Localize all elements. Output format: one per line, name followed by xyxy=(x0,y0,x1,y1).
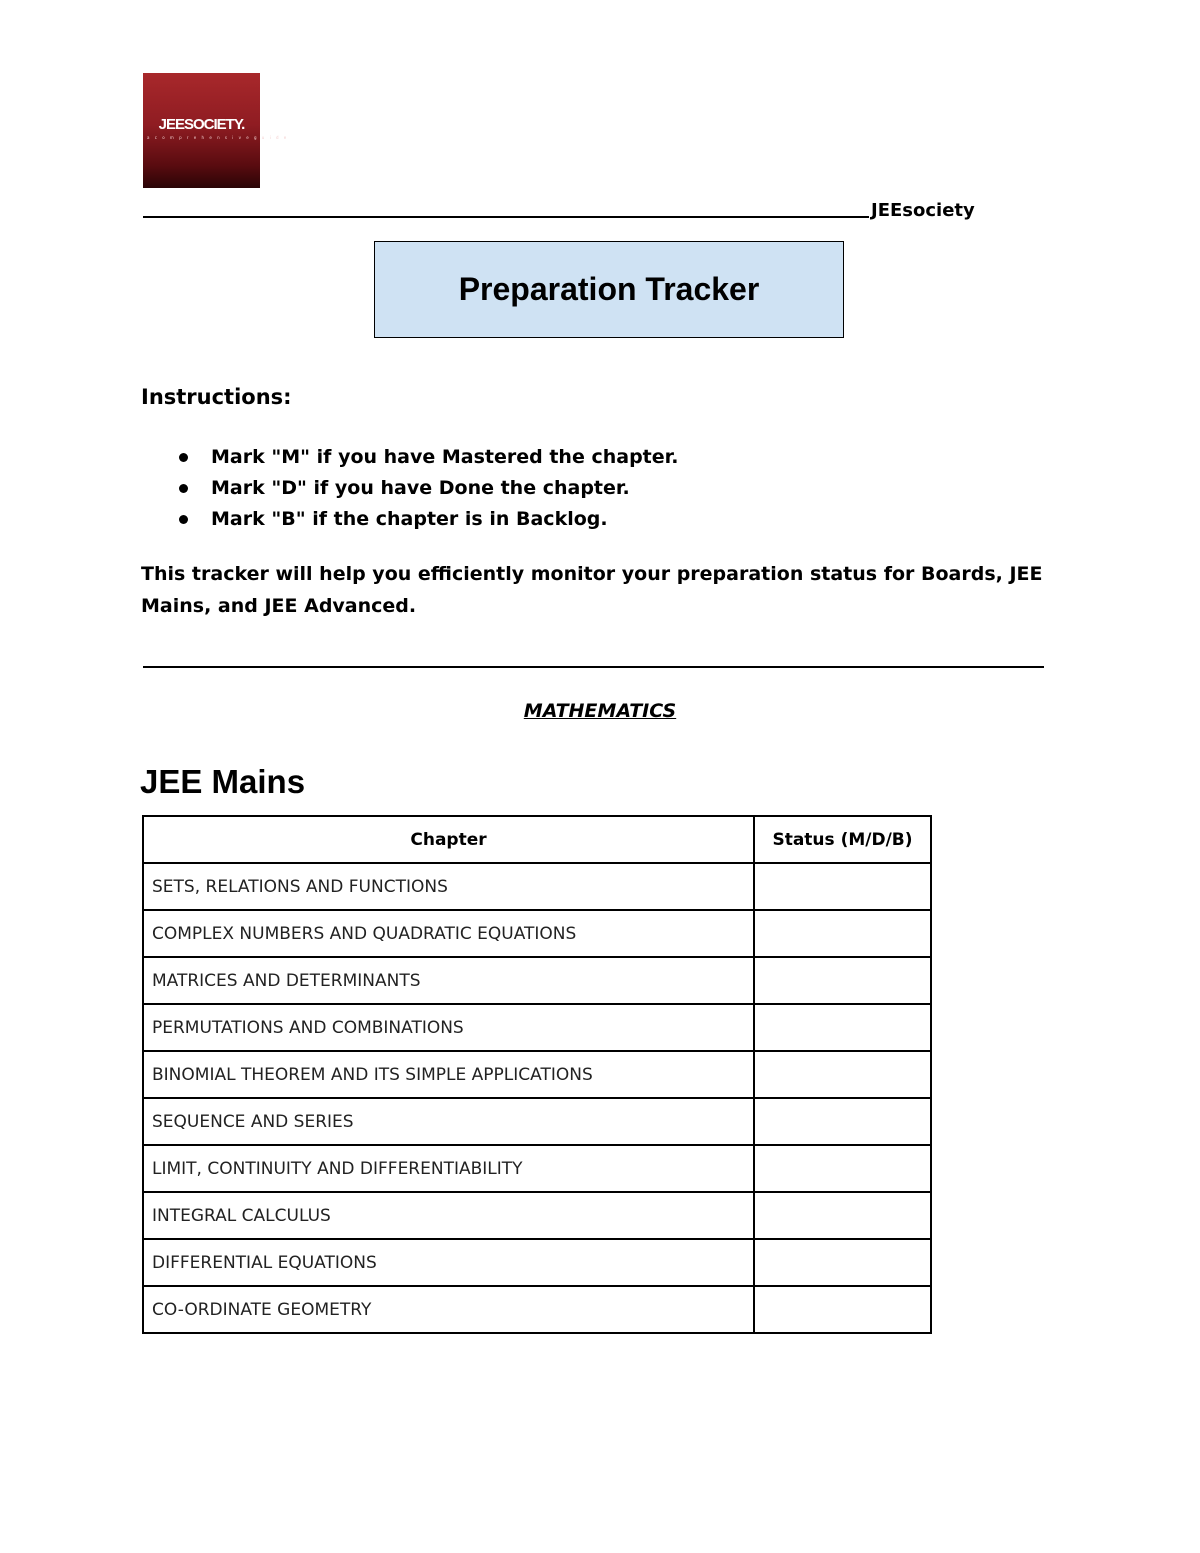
instructions-list xyxy=(176,443,679,536)
table-row xyxy=(143,910,931,957)
exam-heading: JEE Mains xyxy=(140,763,306,800)
brand-label: JEEsociety xyxy=(871,200,975,221)
bullet-icon xyxy=(179,453,188,462)
logo-tagline: a c o m p r e h e n s i v e g u i d e xyxy=(147,135,289,140)
table-row xyxy=(143,1192,931,1239)
bullet-icon xyxy=(179,515,188,524)
jeesociety-logo xyxy=(143,73,289,188)
list-item xyxy=(176,474,679,505)
chapter-cell: INTEGRAL CALCULUS xyxy=(143,1192,754,1239)
chapter-tracker-table xyxy=(142,815,932,1334)
status-cell[interactable] xyxy=(754,1051,931,1098)
logo-wordmark: JEESOCIETY. xyxy=(158,116,245,133)
table-row xyxy=(143,1286,931,1333)
status-cell[interactable] xyxy=(754,1286,931,1333)
instruction-text: Mark "M" if you have Mastered the chapter. xyxy=(211,446,679,468)
chapter-cell: SETS, RELATIONS AND FUNCTIONS xyxy=(143,863,754,910)
instruction-text: Mark "B" if the chapter is in Backlog. xyxy=(211,508,608,530)
chapter-cell: COMPLEX NUMBERS AND QUADRATIC EQUATIONS xyxy=(143,910,754,957)
header-rule xyxy=(143,216,869,218)
chapter-cell: CO-ORDINATE GEOMETRY xyxy=(143,1286,754,1333)
chapter-cell: BINOMIAL THEOREM AND ITS SIMPLE APPLICATIONS xyxy=(143,1051,754,1098)
table-row xyxy=(143,1051,931,1098)
table-row xyxy=(143,863,931,910)
status-cell[interactable] xyxy=(754,957,931,1004)
table-row xyxy=(143,1145,931,1192)
instructions-heading: Instructions: xyxy=(141,385,292,409)
chapter-cell: LIMIT, CONTINUITY AND DIFFERENTIABILITY xyxy=(143,1145,754,1192)
chapter-cell: DIFFERENTIAL EQUATIONS xyxy=(143,1239,754,1286)
status-cell[interactable] xyxy=(754,910,931,957)
table-header-row xyxy=(143,816,931,863)
subject-heading: MATHEMATICS xyxy=(523,700,677,722)
status-cell[interactable] xyxy=(754,1004,931,1051)
chapter-cell: PERMUTATIONS AND COMBINATIONS xyxy=(143,1004,754,1051)
section-divider xyxy=(143,666,1044,668)
status-cell[interactable] xyxy=(754,1145,931,1192)
title-box xyxy=(374,241,844,338)
description-paragraph: This tracker will help you efficiently monitor your preparation status for Boards, JEE Mains, and JEE Advanced. xyxy=(141,563,1043,617)
status-cell[interactable] xyxy=(754,1239,931,1286)
list-item xyxy=(176,505,679,536)
chapter-cell: SEQUENCE AND SERIES xyxy=(143,1098,754,1145)
table-row xyxy=(143,1239,931,1286)
bullet-icon xyxy=(179,484,188,493)
list-item xyxy=(176,443,679,474)
table-row xyxy=(143,1004,931,1051)
chapter-cell: MATRICES AND DETERMINANTS xyxy=(143,957,754,1004)
column-header-chapter: Chapter xyxy=(143,816,754,863)
table-row xyxy=(143,1098,931,1145)
instruction-text: Mark "D" if you have Done the chapter. xyxy=(211,477,630,499)
column-header-status: Status (M/D/B) xyxy=(754,816,931,863)
status-cell[interactable] xyxy=(754,1192,931,1239)
page-title: Preparation Tracker xyxy=(458,271,760,307)
status-cell[interactable] xyxy=(754,863,931,910)
table-row xyxy=(143,957,931,1004)
status-cell[interactable] xyxy=(754,1098,931,1145)
